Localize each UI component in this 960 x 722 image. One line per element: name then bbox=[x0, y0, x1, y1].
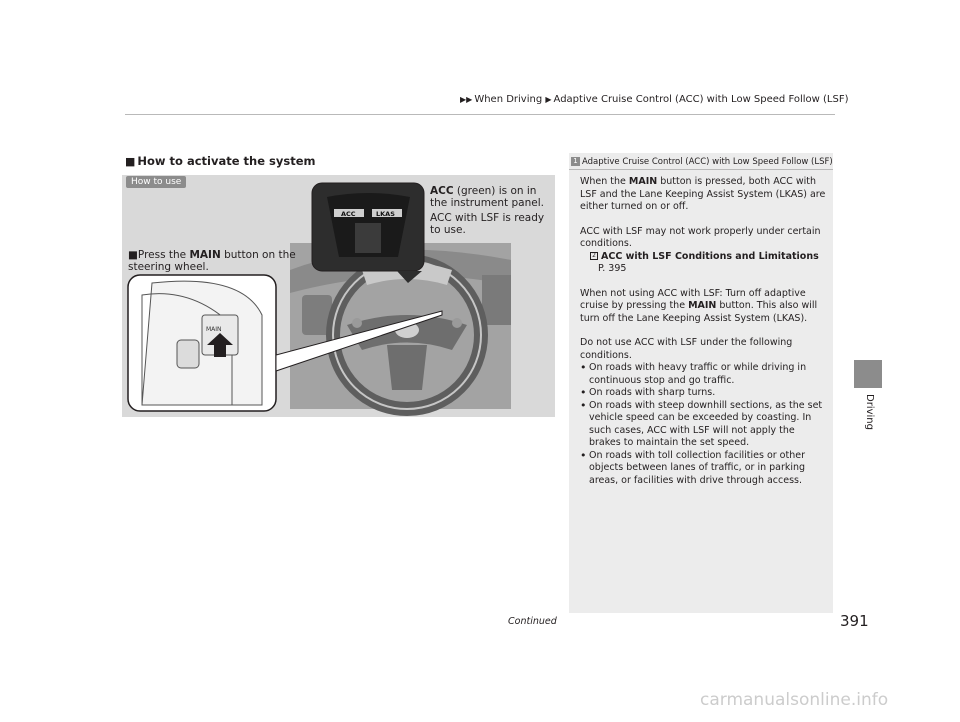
main-button-label: MAIN bbox=[206, 326, 222, 333]
sidebox-divider bbox=[569, 169, 833, 170]
sidebox-title: 1 Adaptive Cruise Control (ACC) with Low Speed Follow (LSF) bbox=[571, 157, 833, 167]
square-bullet-icon: ■ bbox=[128, 249, 138, 261]
press-main-instruction: ■Press the MAIN button on the steering wheel. bbox=[128, 249, 296, 273]
note-number-badge: 1 bbox=[571, 157, 580, 166]
sidebox-body bbox=[580, 176, 826, 487]
note-paragraph: Do not use ACC with LSF under the following conditions. bbox=[580, 337, 793, 361]
header-divider bbox=[125, 114, 835, 115]
breadcrumb-item-acc[interactable]: Adaptive Cruise Control (ACC) with Low Speed Follow (LSF) bbox=[553, 94, 849, 105]
chapter-tab-label[interactable]: Driving bbox=[864, 394, 875, 430]
list-item: • On roads with heavy traffic or while driving in continuous stop and go traffic. bbox=[580, 362, 826, 387]
note-paragraph: When the MAIN button is pressed, both ACC with LSF and the Lane Keeping Assist System (LKAS) are either turned on or off. bbox=[580, 176, 826, 212]
cross-reference-icon: 2 bbox=[590, 252, 598, 260]
control-pad bbox=[177, 340, 199, 368]
list-item: • On roads with steep downhill sections, as the set vehicle speed can be exceeded by coasting. In such cases, ACC with LSF will not apply the brakes to maintain the set speed. bbox=[580, 400, 826, 450]
note-paragraph: ACC with LSF may not work properly under certain conditions. bbox=[580, 225, 821, 249]
square-bullet-icon: ■ bbox=[125, 155, 136, 168]
note-paragraph: When not using ACC with LSF: Turn off adaptive cruise by pressing the MAIN button. This also will turn off the Lane Keeping Assist System (LKAS). bbox=[580, 287, 818, 324]
list-item: • On roads with sharp turns. bbox=[580, 387, 826, 400]
section-title: ■ How to activate the system bbox=[125, 154, 316, 168]
cross-reference-link[interactable]: 2 ACC with LSF Conditions and Limitations bbox=[580, 251, 826, 264]
double-arrow-icon: ▶▶ bbox=[460, 95, 473, 104]
list-item: • On roads with toll collection facilities or other objects between lanes of traffic, or in parking areas, or facilities with drive through access. bbox=[580, 450, 826, 488]
how-to-use-tab: How to use bbox=[126, 176, 186, 188]
conditions-list bbox=[580, 362, 826, 487]
svg-text:ACC: ACC bbox=[341, 210, 356, 218]
acc-status-caption: ACC (green) is on in the instrument panel. ACC with LSF is ready to use. bbox=[430, 185, 545, 236]
arrow-icon: ▶ bbox=[545, 95, 552, 104]
chapter-tab-marker bbox=[854, 360, 882, 388]
watermark: carmanualsonline.info bbox=[700, 690, 889, 710]
page-number: 391 bbox=[840, 612, 869, 630]
breadcrumb-item-when-driving[interactable]: When Driving bbox=[474, 94, 543, 105]
breadcrumb bbox=[460, 94, 848, 105]
svg-text:LKAS: LKAS bbox=[376, 210, 395, 218]
cross-reference-page[interactable]: P. 395 bbox=[598, 263, 627, 274]
continued-label: Continued bbox=[508, 616, 557, 627]
